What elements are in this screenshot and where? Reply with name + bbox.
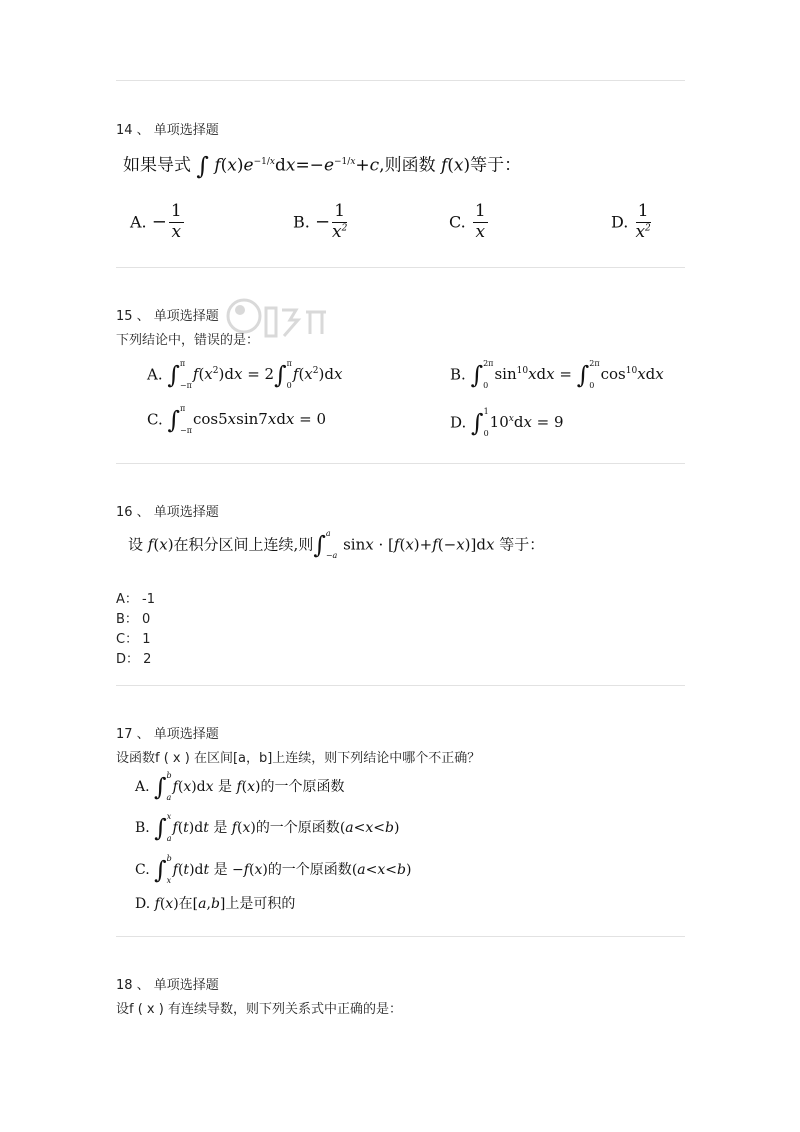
question-14-option-a[interactable]: A. − $\frac{1}{x}$ xyxy=(130,201,182,242)
separator xyxy=(116,685,685,686)
question-16-option-b[interactable]: B： 0 xyxy=(116,612,151,627)
question-14-option-c[interactable]: C. $\frac{1}{x}$ xyxy=(449,201,486,242)
option-text: 是 xyxy=(218,779,233,795)
option-label: B. xyxy=(450,365,466,384)
option-label: D. xyxy=(611,212,629,232)
question-16-option-a[interactable]: A： -1 xyxy=(116,592,155,607)
option-text: 在 xyxy=(178,896,193,912)
option-label: C. xyxy=(135,862,150,878)
question-16-option-c[interactable]: C： 1 xyxy=(116,632,151,647)
question-17-stem: 设函数f ( x ) 在区间[a，b]上连续，则下列结论中哪个不正确？ xyxy=(116,751,481,766)
question-16-stem-prefix: 设 xyxy=(128,535,144,554)
question-17-option-d[interactable]: D. f(x)在[a,b]上是可积的 xyxy=(135,896,296,912)
question-15-option-c[interactable]: C. ∫ π −π cos5xsin7xdx = 0 xyxy=(147,404,327,435)
question-14-header: 14 、 单项选择题 xyxy=(116,123,219,138)
option-tail: 的一个原函数 xyxy=(255,820,340,836)
question-17-option-c[interactable]: C. ∫ b x f(t)dt 是 −f(x)的一个原函数(a<x<b) xyxy=(135,854,412,885)
option-label: A. xyxy=(135,779,150,795)
question-15-option-d[interactable]: D. ∫ 1 0 $10^xdx = 9$ xyxy=(450,407,564,438)
option-label: D. xyxy=(450,413,467,432)
question-17-header: 17 、 单项选择题 xyxy=(116,727,219,742)
option-label: B. xyxy=(135,820,150,836)
question-16-stem-end: 等于： xyxy=(499,535,545,554)
separator xyxy=(116,267,685,268)
question-14-option-d[interactable]: D. $\frac{1}{x^2}$ xyxy=(611,201,651,242)
question-14-stem-prefix: 如果导式 xyxy=(123,155,191,176)
separator xyxy=(116,936,685,937)
separator xyxy=(116,80,685,81)
question-15-header: 15 、 单项选择题 xyxy=(116,309,219,324)
option-label: C. xyxy=(449,212,466,232)
option-label: C. xyxy=(147,410,163,429)
question-17-option-b[interactable]: B. ∫ x a f(t)dt 是 f(x)的一个原函数(a<x<b) xyxy=(135,812,400,843)
question-15-option-b[interactable]: B. ∫ 2π 0 $\sin^{10}xdx$ = ∫ 2π 0 $\cos^{10}xdx$ xyxy=(450,359,664,390)
option-text: 是 xyxy=(213,862,228,878)
question-14-stem-suffix: ,则函数 xyxy=(379,155,436,176)
option-tail: 的一个原函数 xyxy=(267,862,352,878)
question-14-stem: 如果导式 ∫ $f(x)e^{-1/x}dx=-e^{-1/x}+c$,则函数 f(x)等于： xyxy=(123,152,522,180)
question-16-header: 16 、 单项选择题 xyxy=(116,505,219,520)
option-label: A. xyxy=(147,365,163,384)
question-18-stem: 设f ( x ) 有连续导数，则下列关系式中正确的是： xyxy=(116,1002,402,1017)
option-label: A. xyxy=(130,212,147,232)
question-16-stem-mid: 在积分区间上连续,则 xyxy=(173,535,314,554)
option-label: B. xyxy=(293,212,310,232)
question-18-header: 18 、 单项选择题 xyxy=(116,978,219,993)
option-label: D. xyxy=(135,896,151,912)
option-text: 是 xyxy=(213,820,228,836)
question-14-option-b[interactable]: B. − $\frac{1}{x^2}$ xyxy=(293,201,348,242)
question-16-option-d[interactable]: D： 2 xyxy=(116,652,152,667)
question-15-option-a[interactable]: A. ∫ π −π $f(x^2)dx = 2\int$ π 0 $f(x^2)dx$ xyxy=(147,359,343,390)
option-tail: 的一个原函数 xyxy=(260,779,345,795)
question-15-stem: 下列结论中，错误的是： xyxy=(116,333,260,348)
question-16-stem: 设 f(x)在积分区间上连续,则∫ a −a sinx · [f(x)+f(−x)]dx 等于： xyxy=(128,529,545,560)
question-14-stem-end: 等于： xyxy=(470,155,522,176)
option-tail: 上是可积的 xyxy=(225,896,296,912)
question-17-option-a[interactable]: A. ∫ b a f(x)dx 是 f(x)的一个原函数 xyxy=(135,771,345,802)
separator xyxy=(116,463,685,464)
